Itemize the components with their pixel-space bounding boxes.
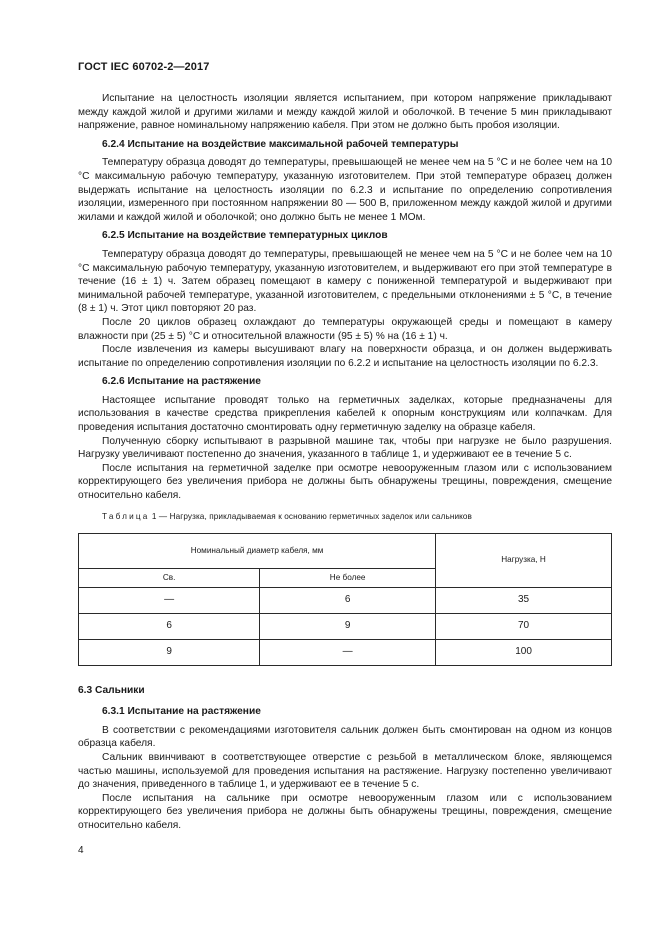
table-1-caption — [78, 511, 612, 523]
table-1-label: Таблица — [102, 511, 150, 521]
section-6-2-6-paragraph-1: Настоящее испытание проводят только на герметичных заделках, которые предназначены для использования в качестве средства прикрепления кабелей к опорным конструкциям или колпачкам. Для проведения испытания достаточно смонтировать одну герметичную заделку на образце кабеля. — [78, 394, 612, 434]
table-header-load: Нагрузка, Н — [436, 533, 612, 587]
section-6-2-6-paragraph-2: Полученную сборку испытывают в разрывной машине так, чтобы при нагрузке не было разрушения. Нагрузку увеличивают постепенно до значения, указанного в таблице 1, и удерживают ее в течение 5 с. — [78, 435, 612, 461]
section-6-3-1-heading: 6.3.1 Испытание на растяжение — [102, 706, 261, 718]
document-code: ГОСТ IEC 60702-2—2017 — [78, 61, 210, 73]
section-6-2-5-heading: 6.2.5 Испытание на воздействие температурных циклов — [102, 230, 388, 242]
section-6-3-1-paragraph-3: После испытания на сальнике при осмотре невооруженным глазом или с использованием корректирующего без увеличения прибора не должны быть обнаружены трещины, повреждения, смещение относительно кабеля. — [78, 792, 612, 831]
table-cell-from: — — [79, 587, 260, 613]
table-1-number: 1 — [151, 511, 157, 521]
section-6-3-1-paragraph-1: В соответствии с рекомендациями изготовителя сальник должен быть смонтирован на одном из концов образца кабеля. — [78, 724, 612, 750]
table-cell-to: 6 — [260, 587, 436, 613]
section-6-2-5-paragraph-2: После 20 циклов образец охлаждают до температуры окружающей среды и помещают в камеру влажности при (25 ± 5) °С и относительной влажности (95 ± 5) % на (16 ± 1) ч. — [78, 316, 612, 342]
table-cell-from: 6 — [79, 613, 260, 639]
table-row — [79, 639, 612, 665]
table-header-from: Св. — [79, 568, 260, 587]
table-1-title: — Нагрузка, прикладываемая к основанию герметичных заделок или сальников — [158, 511, 472, 521]
table-cell-load: 100 — [436, 639, 612, 665]
table-row — [79, 587, 612, 613]
section-6-2-5-paragraph-1: Температуру образца доводят до температуры, превышающей не менее чем на 5 °С и не более чем на 10 °С максимальную рабочую температуру, указанную изготовителем, и выдерживают его при этой температуре в течение (16 ± 1) ч. Затем образец помещают в камеру с пониженной температурой и выдерживают при минимальной рабочей температуре, указанной изготовителем, с предельными отклонениями ± 5 °С, в течение (8 ± 1) ч. Этот цикл повторяют 20 раз. — [78, 248, 612, 315]
table-header-diameter: Номинальный диаметр кабеля, мм — [79, 533, 436, 568]
intro-paragraph: Испытание на целостность изоляции является испытанием, при котором напряжение прикладывают между каждой жилой и другими жилами и между каждой жилой и оболочкой. В течение 5 мин прикладывают напряжение, равное номинальному напряжению кабеля. При этом не должно быть пробоя изоляции. — [78, 93, 612, 132]
table-cell-to: — — [260, 639, 436, 665]
table-cell-to: 9 — [260, 613, 436, 639]
section-6-2-5-paragraph-3: После извлечения из камеры высушивают влагу на поверхности образца, и он должен выдерживать испытание по определению сопротивления изоляции по 6.2.2 и испытание на целостность изоляции по 6.2.3. — [78, 344, 612, 369]
section-6-3-heading: 6.3 Сальники — [78, 684, 145, 696]
table-row — [79, 613, 612, 639]
table-1 — [78, 533, 612, 666]
section-6-2-4-heading: 6.2.4 Испытание на воздействие максимальной рабочей температуры — [102, 138, 459, 150]
table-cell-from: 9 — [79, 639, 260, 665]
table-cell-load: 35 — [436, 587, 612, 613]
section-6-2-4-paragraph: Температуру образца доводят до температуры, превышающей не менее чем на 5 °С и не более чем на 10 °С максимальную рабочую температуру, указанную изготовителем. При этой температуре образец должен выдержать испытание на целостность изоляции по 6.2.3 и испытание по определению сопротивления изоляции, измеренного при постоянном напряжении 80 — 500 В, приложенном между каждой жилой и другими жилами и каждой жилой и оболочкой; оно должно быть не менее 1 МОм. — [78, 157, 612, 223]
page-number: 4 — [78, 845, 84, 856]
section-6-3-1-paragraph-2: Сальник ввинчивают в соответствующее отверстие с резьбой в металлическом блоке, являющемся частью машины, используемой для проведения испытания на растяжение. Нагрузку постепенно увеличивают до значения, приведенного в таблице 1, и удерживают ее в течение 5 с. — [78, 752, 612, 791]
page-content — [78, 92, 612, 833]
table-header-to: Не более — [260, 568, 436, 587]
section-6-2-6-paragraph-3: После испытания на герметичной заделке при осмотре невооруженным глазом или с использованием корректирующего без увеличения прибора не должны быть обнаружены трещины, повреждения, смещение относительно кабеля. — [78, 462, 612, 502]
table-cell-load: 70 — [436, 613, 612, 639]
section-6-2-6-heading: 6.2.6 Испытание на растяжение — [102, 376, 261, 388]
